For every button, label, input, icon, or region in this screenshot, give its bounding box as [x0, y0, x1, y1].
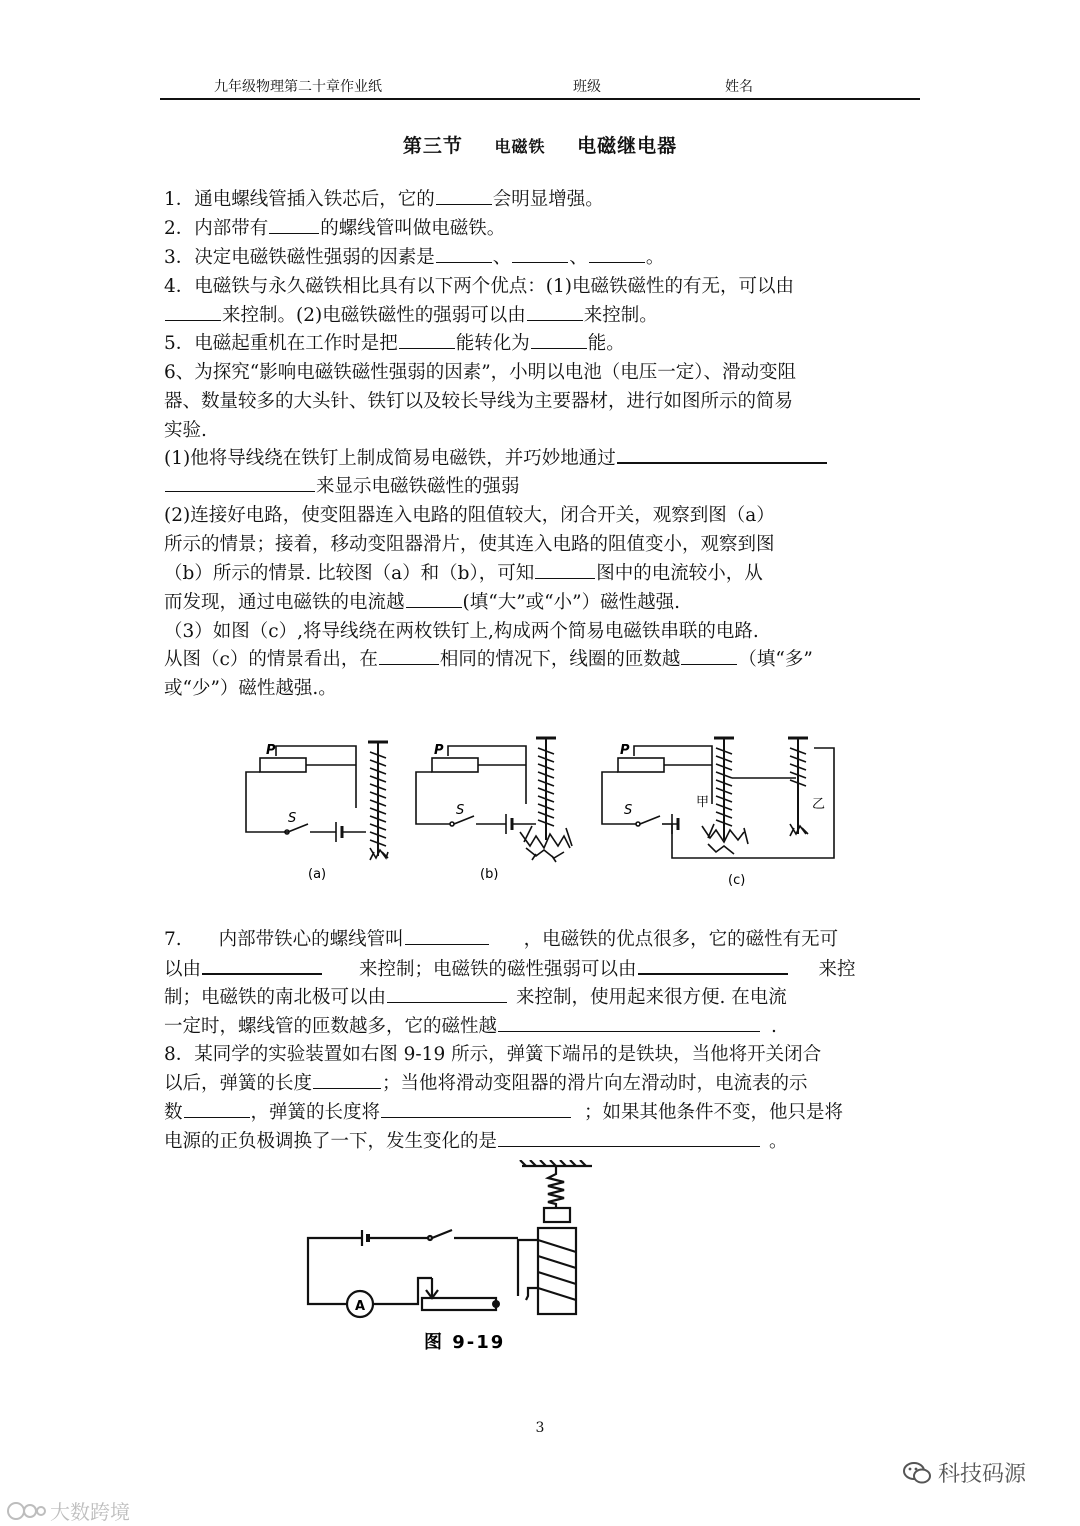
- blank[interactable]: [165, 302, 221, 321]
- figure-abc-drawing: [236, 728, 846, 898]
- section-title: [0, 131, 1080, 158]
- switch-s-label-b: S: [456, 803, 465, 818]
- blank[interactable]: [436, 244, 492, 263]
- question-5: 5．电磁起重机在工作时是把 能转化为 能。: [164, 330, 625, 358]
- figure-abc: [236, 728, 846, 898]
- blank[interactable]: [498, 1128, 760, 1147]
- blank[interactable]: [399, 330, 455, 349]
- blank[interactable]: [406, 589, 462, 608]
- blank[interactable]: [165, 473, 315, 492]
- blank[interactable]: [381, 1099, 571, 1118]
- blank[interactable]: [617, 444, 827, 464]
- question-6-part-2-line-2: 所示的情景；接着，移动变阻器滑片，使其连入电路的阻值变小，观察到图: [164, 534, 775, 555]
- question-7-line-3: 制；电磁铁的南北极可以由 来控制，使用起来很方便. 在电流: [164, 984, 787, 1012]
- question-8-line-2: 以后，弹簧的长度 ；当他将滑动变阻器的滑片向左滑动时，电流表的示: [164, 1070, 808, 1098]
- caption-b: (b): [480, 867, 499, 882]
- question-7-line-1: 7. 内部带铁心的螺线管叫 ，电磁铁的优点很多，它的磁性有无可: [164, 926, 838, 954]
- watermark-logo-icon: [6, 1500, 46, 1522]
- rheostat-terminal: [492, 1300, 500, 1308]
- blank[interactable]: [535, 560, 595, 579]
- blank[interactable]: [405, 926, 489, 945]
- question-6-line-1: 6、为探究“影响电磁铁磁性强弱的因素”，小明以电池（电压一定）、滑动变阻: [164, 362, 796, 383]
- section-topic-1: 电磁铁: [494, 137, 546, 156]
- watermark-right: [902, 1457, 1026, 1488]
- question-6-part-3-line-1: （3）如图（c）,将导线绕在两枚铁钉上,构成两个简易电磁铁串联的电路.: [164, 621, 759, 642]
- blank[interactable]: [436, 186, 492, 205]
- figure-caption: 图 9-19: [424, 1332, 506, 1353]
- blank[interactable]: [527, 302, 583, 321]
- question-6-part-3-line-2: 从图（c）的情景看出，在 相同的情况下，线圈的匝数越 （填“多”: [164, 646, 813, 674]
- figure-9-19-drawing: [300, 1160, 600, 1356]
- switch-s-label-a: S: [288, 811, 297, 826]
- question-8-line-4: 电源的正负极调换了一下，发生变化的是 。: [164, 1128, 788, 1156]
- blank[interactable]: [387, 984, 507, 1003]
- blank[interactable]: [184, 1099, 250, 1118]
- question-4-line-2: 来控制。(2)电磁铁磁性的强弱可以由 来控制。: [164, 302, 658, 330]
- question-6-part-2-line-3: （b）所示的情景. 比较图（a）和（b），可知 图中的电流较小，从: [164, 560, 763, 588]
- watermark-left-text: 大数跨境: [50, 1500, 130, 1524]
- blank[interactable]: [379, 646, 439, 665]
- watermark-right-text: 科技码源: [938, 1462, 1027, 1487]
- blank[interactable]: [313, 1070, 381, 1089]
- section-topic-2: 电磁继电器: [577, 135, 678, 157]
- question-6-part-1-cont: 来显示电磁铁磁性的强弱: [164, 473, 520, 501]
- rheostat-p-label-a: P: [266, 743, 276, 758]
- question-1: 1．通电螺线管插入铁芯后，它的 会明显增强。: [164, 186, 604, 214]
- question-8-line-1: 8．某同学的实验装置如右图 9-19 所示，弹簧下端吊的是铁块，当他将开关闭合: [164, 1044, 822, 1065]
- question-4-line-1: 4．电磁铁与永久磁铁相比具有以下两个优点：(1)电磁铁磁性的有无，可以由: [164, 276, 794, 297]
- figure-9-19: [300, 1160, 600, 1356]
- section-number: 第三节: [402, 135, 463, 157]
- watermark-left: [6, 1496, 130, 1525]
- caption-a: (a): [308, 867, 327, 882]
- class-label: 班级: [573, 79, 601, 95]
- switch-s-label-c: S: [624, 803, 633, 818]
- wechat-icon: [902, 1460, 932, 1486]
- question-6-part-2-line-4: 而发现，通过电磁铁的电流越 (填“大”或“小”）磁性越强.: [164, 589, 680, 617]
- blank[interactable]: [202, 955, 322, 975]
- header-title: 九年级物理第二十章作业纸: [214, 79, 382, 95]
- rheostat-p-label-b: P: [434, 743, 444, 758]
- blank[interactable]: [531, 330, 587, 349]
- question-3: 3．决定电磁铁磁性强弱的因素是 、 、 。: [164, 244, 664, 272]
- ammeter-label: A: [355, 1299, 366, 1314]
- question-8-line-3: 数 ，弹簧的长度将 ；如果其他条件不变，他只是将: [164, 1099, 843, 1127]
- blank[interactable]: [589, 244, 645, 263]
- question-6-part-2-line-1: (2)连接好电路，使变阻器连入电路的阻值较大，闭合开关，观察到图（a）: [164, 505, 775, 526]
- page-number: 3: [535, 1420, 545, 1436]
- rheostat-p-label-c: P: [620, 743, 630, 758]
- question-2: 2．内部带有 的螺线管叫做电磁铁。: [164, 215, 505, 243]
- nail-jia-label: 甲: [696, 795, 710, 810]
- blank[interactable]: [681, 646, 737, 665]
- blank[interactable]: [638, 955, 788, 975]
- question-6-part-1: (1)他将导线绕在铁钉上制成简易电磁铁，并巧妙地通过: [164, 444, 828, 473]
- blank[interactable]: [512, 244, 568, 263]
- name-label: 姓名: [725, 79, 753, 95]
- nail-yi-label: 乙: [812, 797, 826, 812]
- header-rule: [160, 98, 920, 100]
- question-7-line-4: 一定时，螺线管的匝数越多，它的磁性越 .: [164, 1013, 777, 1041]
- blank[interactable]: [269, 215, 319, 234]
- caption-c: (c): [728, 873, 746, 888]
- question-6-line-2: 器、数量较多的大头针、铁钉以及较长导线为主要器材，进行如图所示的简易: [164, 391, 794, 412]
- question-7-line-2: 以由 来控制；电磁铁的磁性强弱可以由 来控: [164, 955, 856, 984]
- question-6-line-3: 实验.: [164, 420, 207, 441]
- blank[interactable]: [498, 1013, 760, 1032]
- question-6-part-3-line-3: 或“少”）磁性越强.。: [164, 678, 337, 699]
